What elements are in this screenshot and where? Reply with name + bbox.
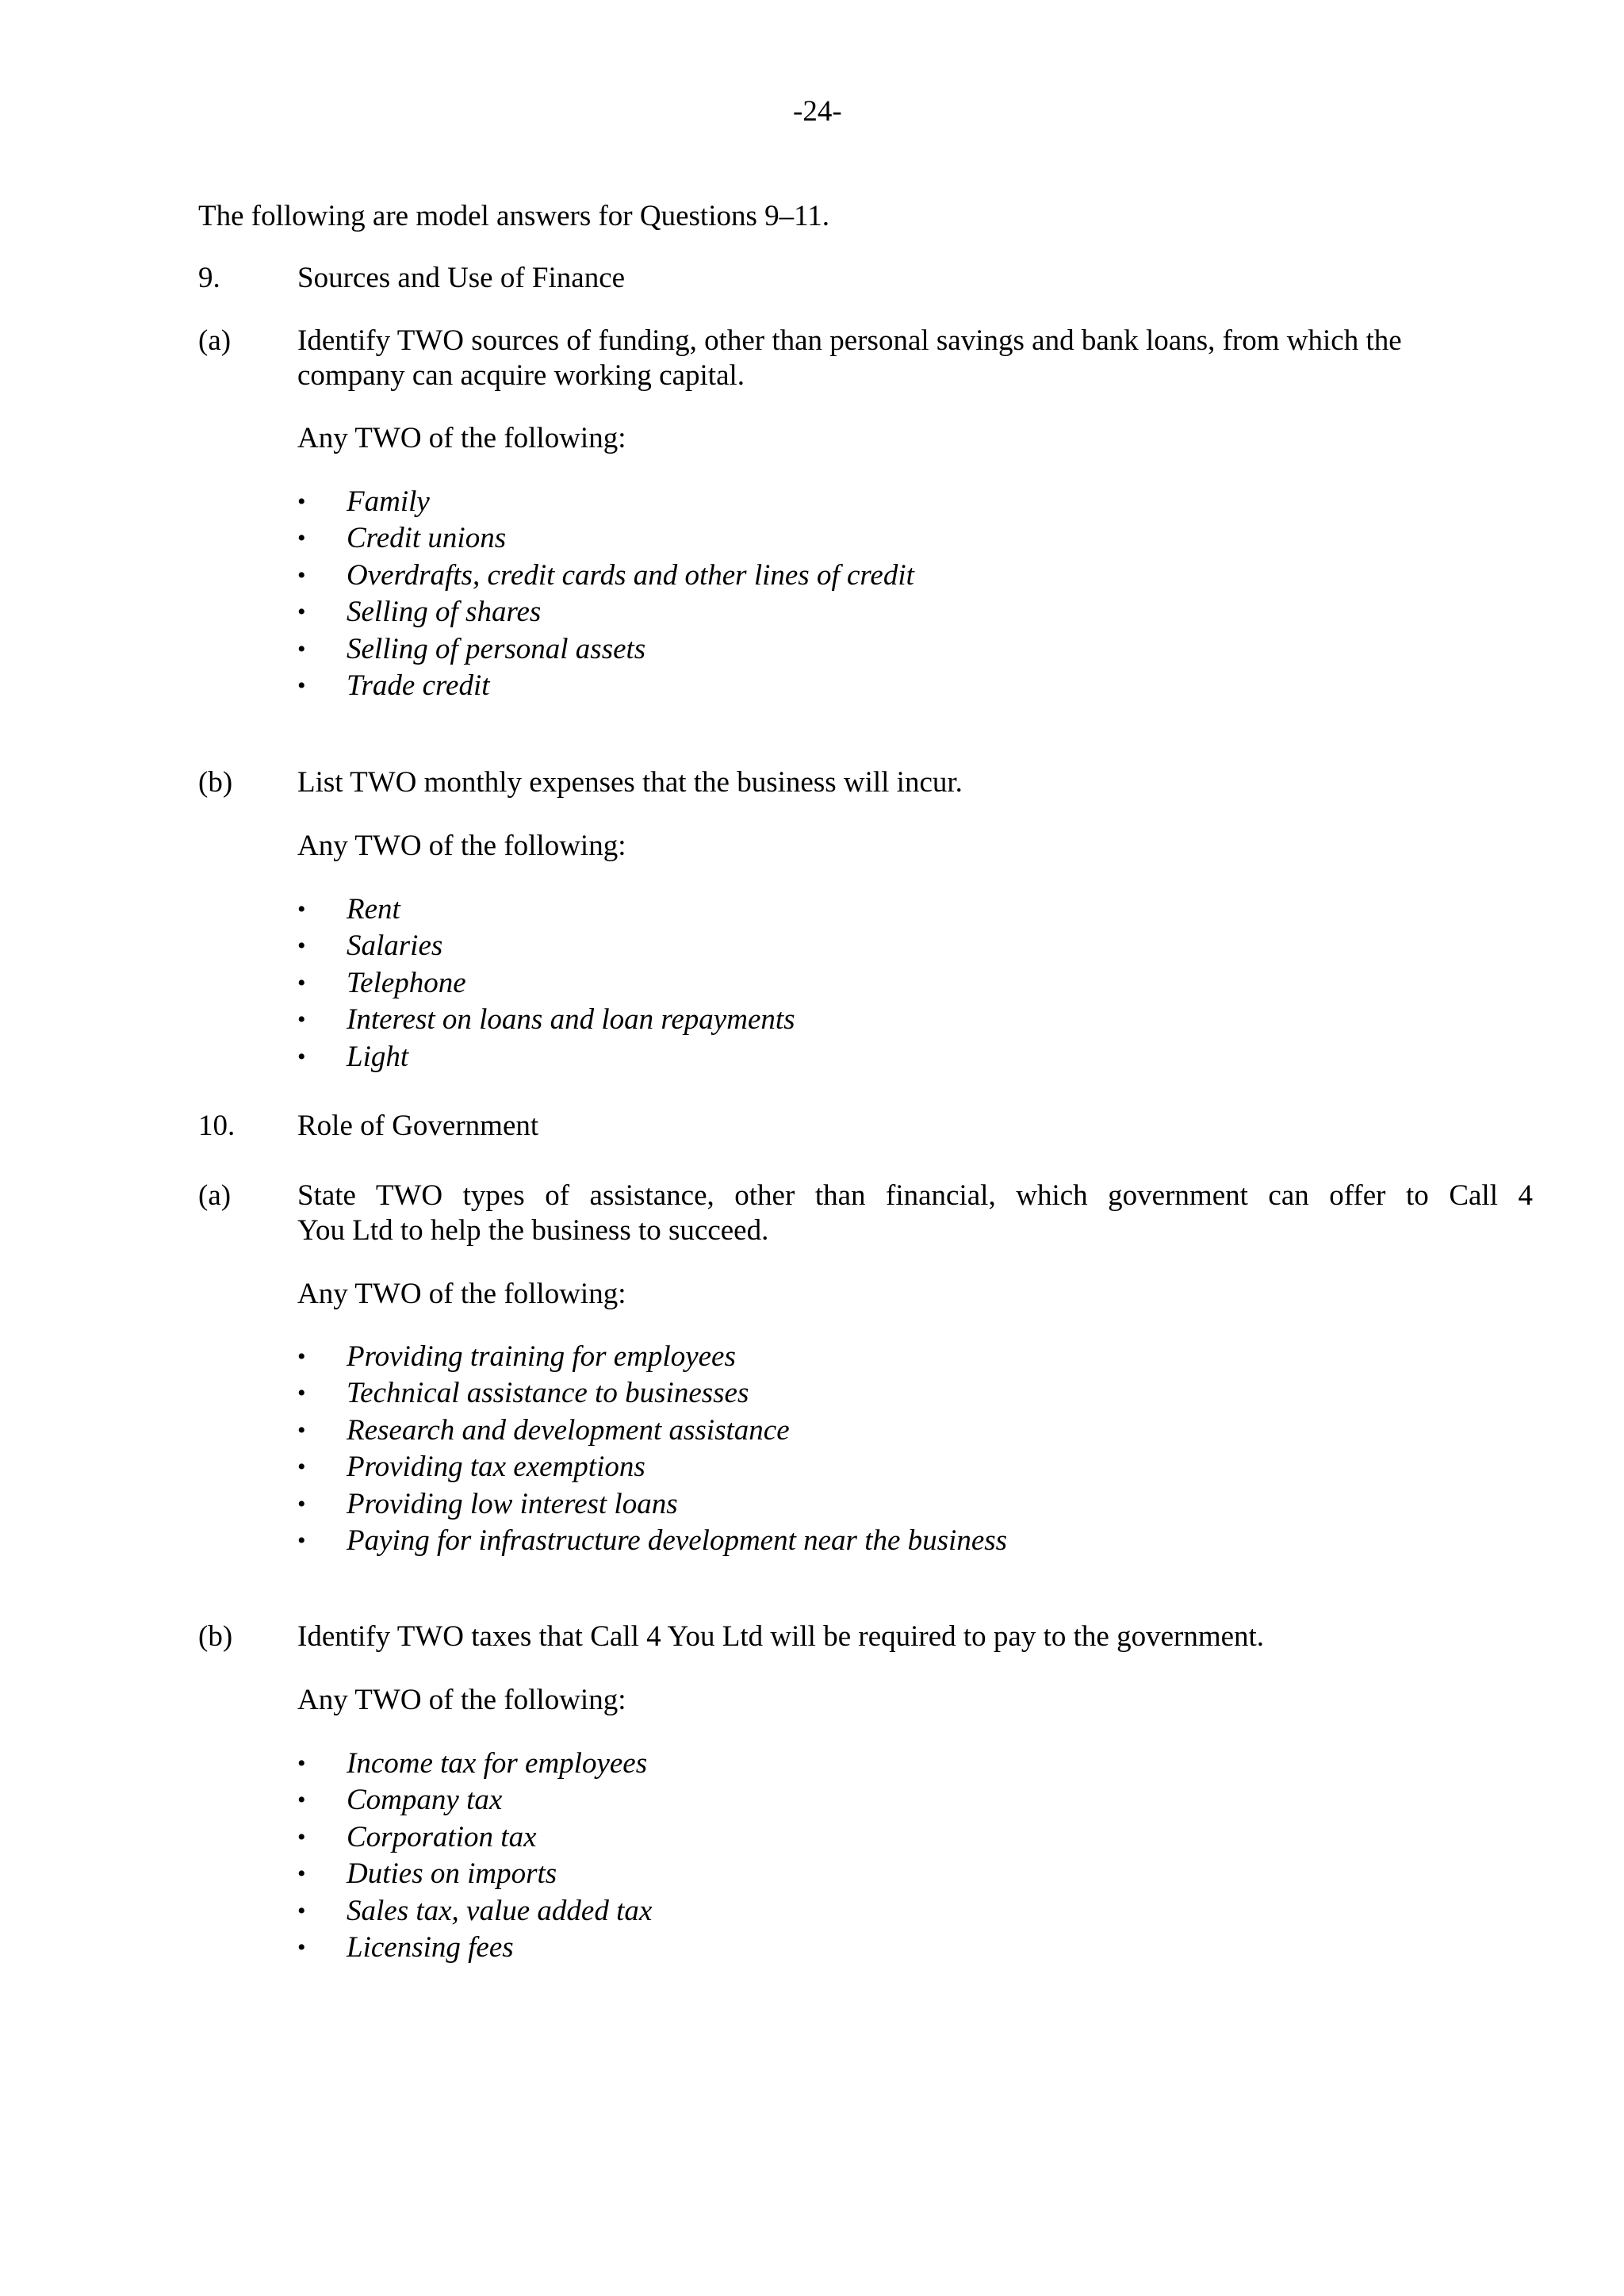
bullet-icon: • (297, 525, 306, 551)
q10b-lead: Any TWO of the following: (297, 1684, 626, 1716)
q9a-answer-item: Overdrafts, credit cards and other lines of credit (347, 559, 914, 592)
q10a-question-line2: You Ltd to help the business to succeed. (297, 1214, 769, 1247)
q10b-answer-item: Corporation tax (347, 1821, 537, 1853)
q9a-lead: Any TWO of the following: (297, 422, 626, 454)
bullet-icon: • (297, 970, 306, 996)
intro-text: The following are model answers for Questions 9–11. (198, 200, 830, 232)
q10a-lead: Any TWO of the following: (297, 1278, 626, 1310)
bullet-icon: • (297, 1343, 306, 1370)
bullet-icon: • (297, 1824, 306, 1850)
bullet-icon: • (297, 1861, 306, 1887)
bullet-icon: • (297, 673, 306, 699)
q10a-answer-item: Paying for infrastructure development near the business (347, 1524, 1008, 1557)
q10-title: Role of Government (297, 1110, 539, 1142)
bullet-icon: • (297, 1417, 306, 1443)
q9b-lead: Any TWO of the following: (297, 830, 626, 862)
q10b-answer-item: Sales tax, value added tax (347, 1895, 653, 1927)
q9-number: 9. (198, 262, 220, 294)
q9b-answer-item: Interest on loans and loan repayments (347, 1003, 795, 1036)
bullet-icon: • (297, 1006, 306, 1033)
q9a-answer-item: Selling of shares (347, 596, 542, 628)
bullet-icon: • (297, 896, 306, 922)
bullet-icon: • (297, 1787, 306, 1813)
q9b-label: (b) (198, 766, 233, 799)
bullet-icon: • (297, 599, 306, 625)
bullet-icon: • (297, 1044, 306, 1070)
q10b-question: Identify TWO taxes that Call 4 You Ltd will be required to pay to the government. (297, 1620, 1265, 1653)
q10a-answer-item: Research and development assistance (347, 1414, 790, 1447)
bullet-icon: • (297, 489, 306, 515)
bullet-icon: • (297, 933, 306, 959)
q10b-answer-item: Income tax for employees (347, 1747, 648, 1780)
q10a-answer-item: Providing training for employees (347, 1340, 736, 1373)
bullet-icon: • (297, 1491, 306, 1517)
q10b-answer-item: Duties on imports (347, 1857, 557, 1890)
q9b-answer-item: Telephone (347, 967, 466, 999)
bullet-icon: • (297, 1750, 306, 1777)
q10a-answer-item: Technical assistance to businesses (347, 1377, 749, 1409)
q9b-answer-item: Salaries (347, 930, 443, 962)
q9a-answer-item: Selling of personal assets (347, 633, 646, 665)
q9a-question-line1: Identify TWO sources of funding, other than personal savings and bank loans, from which the (297, 324, 1402, 357)
bullet-icon: • (297, 1454, 306, 1480)
q9a-answer-item: Credit unions (347, 522, 507, 554)
q9a-question-line2: company can acquire working capital. (297, 359, 745, 392)
bullet-icon: • (297, 1527, 306, 1554)
q9a-answer-item: Family (347, 485, 430, 518)
q9a-answer-item: Trade credit (347, 669, 490, 702)
q10b-answer-item: Licensing fees (347, 1931, 514, 1964)
q10a-label: (a) (198, 1179, 232, 1212)
q10-number: 10. (198, 1110, 236, 1142)
q9a-label: (a) (198, 324, 232, 357)
bullet-icon: • (297, 1898, 306, 1924)
q10a-answer-item: Providing low interest loans (347, 1488, 678, 1520)
bullet-icon: • (297, 1380, 306, 1406)
bullet-icon: • (297, 1934, 306, 1961)
bullet-icon: • (297, 636, 306, 662)
q9b-answer-item: Rent (347, 893, 400, 926)
page-number: -24- (793, 95, 842, 128)
q9b-question: List TWO monthly expenses that the business will incur. (297, 766, 963, 799)
q9-title: Sources and Use of Finance (297, 262, 626, 294)
q10b-answer-item: Company tax (347, 1784, 503, 1816)
bullet-icon: • (297, 562, 306, 588)
q10a-answer-item: Providing tax exemptions (347, 1451, 645, 1483)
q10b-label: (b) (198, 1620, 233, 1653)
q9b-answer-item: Light (347, 1041, 409, 1073)
q10a-question-line1: State TWO types of assistance, other than financial, which government can offer to Call 4 (297, 1179, 1533, 1212)
